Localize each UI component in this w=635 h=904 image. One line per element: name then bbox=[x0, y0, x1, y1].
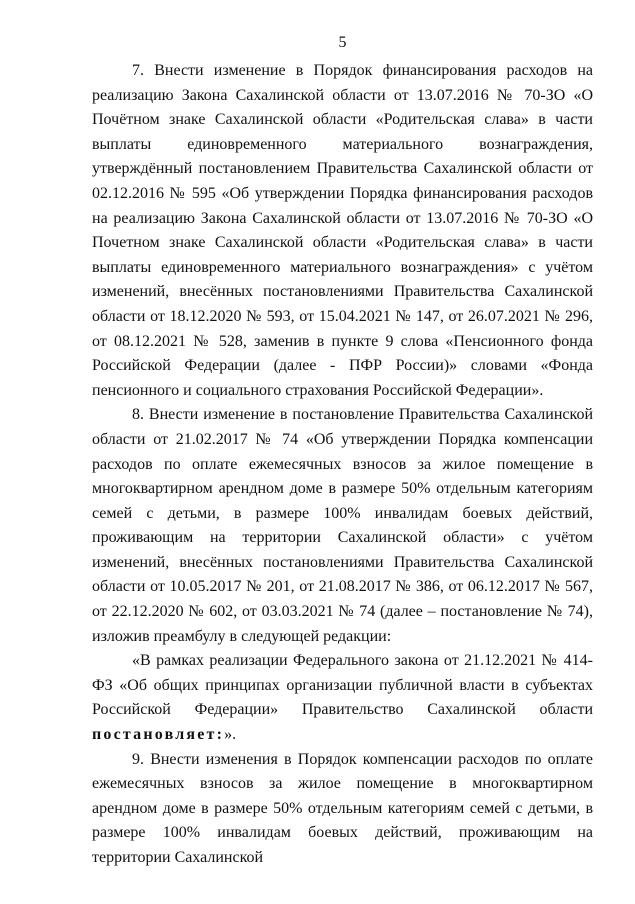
preamble-emphasis: постановляет: bbox=[92, 726, 225, 744]
preamble-text: «В рамках реализации Федерального закона от 21.12.2021 № 414-ФЗ «Об общих принципах организации публичной власти в субъектах Российской Федерации» Правительство Сахалинской области bbox=[92, 652, 593, 719]
paragraph-8: 8. Внести изменение в постановление Правительства Сахалинской области от 21.02.2017 № 74 «Об утверждении Порядка компенсации расходов по оплате ежемесячных взносов за жилое помещение в многоквартирном арендном доме в размере 50% отдельным категориям семей с детьми, в размере 100% инвалидам боевых действий, проживающим на территории Сахалинской области» с учётом изменений, внесённых постановлениями Правительства Сахалинской области от 10.05.2017 № 201, от 21.08.2017 № 386, от 06.12.2017 № 567, от 22.12.2020 № 602, от 03.03.2021 № 74 (далее – постановление № 74), изложив преамбулу в следующей редакции: bbox=[92, 406, 593, 645]
paragraph-9: 9. Внести изменения в Порядок компенсации расходов по оплате ежемесячных взносов за жилое помещение в многоквартирном арендном доме в размере 50% отдельным категориям семей с детьми, в размере 100% инвалидам боевых действий, проживающим на территории Сахалинской bbox=[92, 750, 593, 866]
preamble-closing: ». bbox=[224, 726, 237, 744]
paragraph-8-preamble-quote bbox=[92, 649, 593, 747]
page-number: 5 bbox=[338, 34, 347, 51]
paragraph-7: 7. Внести изменение в Порядок финансирования расходов на реализацию Закона Сахалинской области от 13.07.2016 № 70-ЗО «О Почётном знаке Сахалинской области «Родительская слава» в части выплаты единовременного материального вознаграждения, утверждённый постановлением Правительства Сахалинской области от 02.12.2016 № 595 «Об утверждении Порядка финансирования расходов на реализацию Закона Сахалинской области от 13.07.2016 № 70-ЗО «О Почетном знаке Сахалинской области «Родительская слава» в части выплаты единовременного материального вознаграждения» с учётом изменений, внесённых постановлениями Правительства Сахалинской области от 18.12.2020 № 593, от 15.04.2021 № 147, от 26.07.2021 № 296, от 08.12.2021 № 528, заменив в пункте 9 слова «Пенсионного фонда Российской Федерации (далее - ПФР России)» словами «Фонда пенсионного и социального страхования Российской Федерации». bbox=[92, 62, 593, 399]
